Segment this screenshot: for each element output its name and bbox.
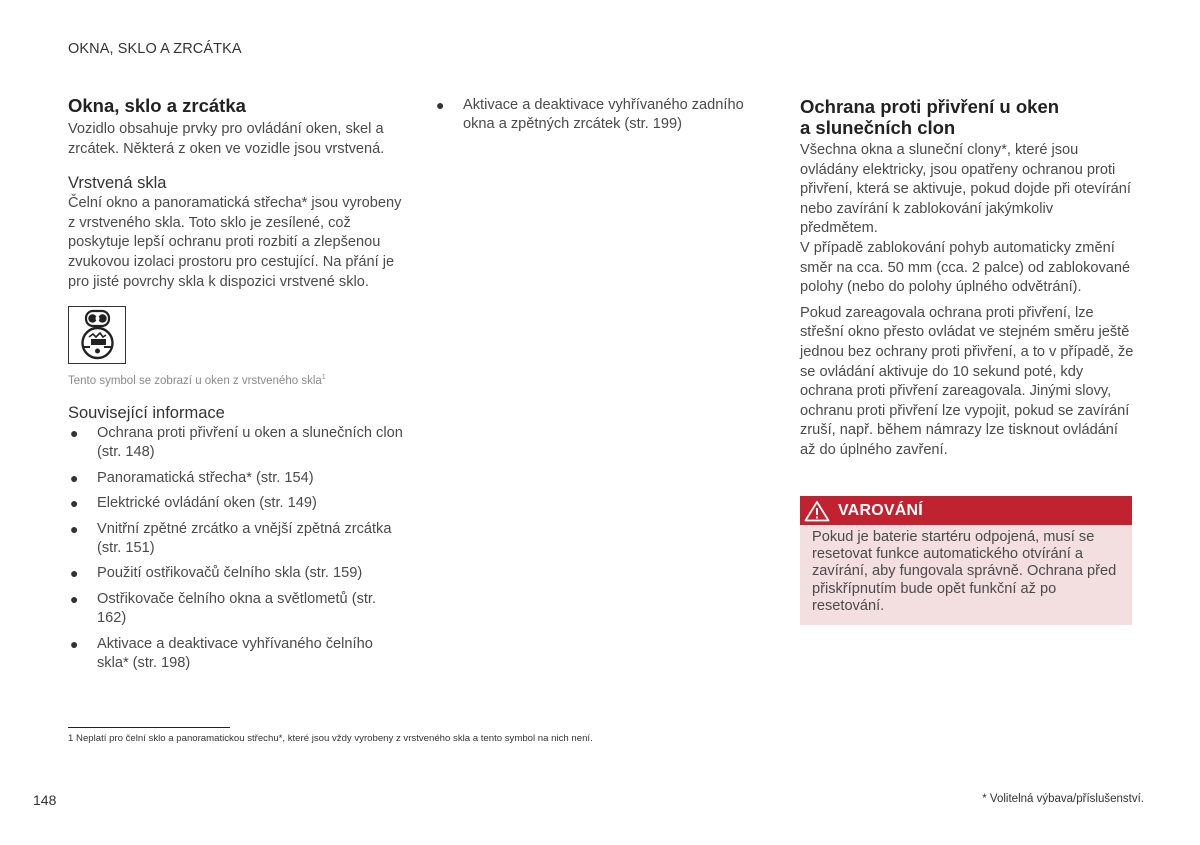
running-header: OKNA, SKLO A ZRCÁTKA: [68, 41, 242, 57]
footnote-number: 1: [68, 733, 74, 744]
anti-pinch-paragraph-1: Všechna okna a sluneční clony*, které jsou ovládány elektricky, jsou opatřeny ochranou proti přivření, která se aktivuje, pokud dojde při otevírání nebo zavírání k zablokování jakýmkoliv předmětem.: [800, 142, 1131, 237]
related-link[interactable]: Aktivace a deaktivace vyhřívaného čelního skla* (str. 198): [97, 635, 373, 672]
section-title: Okna, sklo a zrcátka: [68, 95, 246, 116]
bullet: ●: [70, 469, 79, 486]
optional-equipment-note: * Volitelná výbava/příslušenství.: [982, 793, 1144, 805]
anti-pinch-paragraph-2: V případě zablokování pohyb automaticky změní směr na cca. 50 mm (cca. 2 palce) od zablokované polohy (nebo do polohy úplného odvětrání).: [800, 239, 1131, 296]
list-item: [434, 96, 754, 135]
warning-triangle-icon: [804, 500, 830, 522]
related-link[interactable]: Ochrana proti přivření u oken a slunečních clon (str. 148): [97, 424, 403, 461]
warning-text: Pokud je baterie startéru odpojená, musí se resetovat funkce automatického otvírání a zavírání, aby fungovala správně. Ochrana před přiskřípnutím bude opět funkční až po resetování.: [800, 525, 1132, 625]
footnote-divider: [68, 727, 230, 728]
warning-header: [800, 496, 1132, 525]
list-item: [68, 635, 403, 674]
subtitle-laminated: Vrstvená skla: [68, 174, 167, 193]
list-item: [68, 424, 403, 463]
related-link[interactable]: Ostřikovače čelního okna a světlometů (str. 162): [97, 590, 377, 627]
right-column: [800, 96, 1134, 461]
caption-text: Tento symbol se zobrazí u oken z vrstveného skla: [68, 374, 322, 387]
warning-heading: VAROVÁNÍ: [838, 501, 923, 519]
bullet: ●: [70, 590, 79, 607]
footnote: [68, 733, 593, 744]
bullet: ●: [70, 520, 79, 537]
footnote-text: Neplatí pro čelní sklo a panoramatickou střechu*, které jsou vždy vyrobeny z vrstveného skla a tento symbol na nich není.: [76, 733, 593, 744]
title-line-1: Ochrana proti přivření u oken: [800, 96, 1060, 117]
anti-pinch-paragraph-3: Pokud zareagovala ochrana proti přivření, lze střešní okno přesto ovládat ve stejném směru ještě jednou bez ochrany proti přivření, a to v případě, že se ovládání aktivuje do 10 sekund poté, kdy ochrana proti přivření zareagovala. Jinými slovy, ochranu proti přivření lze vypojit, pokud se zavírání zruší, např. během námrazy lze tisknout ovládání až do úplného zavření.: [800, 304, 1134, 458]
middle-column: [434, 96, 754, 141]
symbol-caption: [68, 371, 403, 388]
related-link[interactable]: Elektrické ovládání oken (str. 149): [97, 495, 317, 512]
list-item: [68, 469, 403, 488]
section-title-anti-pinch: [800, 96, 1134, 138]
bullet: ●: [70, 424, 79, 441]
warning-box: [800, 496, 1132, 625]
intro-paragraph: Vozidlo obsahuje prvky pro ovládání oken, skel a zrcátek. Některá z oken ve vozidle jsou vrstvená.: [68, 121, 385, 157]
list-item: [68, 564, 403, 583]
title-line-2: a slunečních clon: [800, 117, 956, 138]
related-link[interactable]: Panoramatická střecha* (str. 154): [97, 469, 314, 486]
related-list-continued: [434, 96, 754, 135]
bullet: ●: [70, 495, 79, 512]
laminated-paragraph: Čelní okno a panoramatická střecha* jsou vyrobeny z vrstveného skla. Toto sklo je zesílené, což poskytuje lepší ochranu proti rozbití a zlepšenou zvukovou izolaci prostoru pro cestující. Na přání je pro jisté povrchy skla k dispozici vrstvené sklo.: [68, 195, 402, 290]
list-item: [68, 494, 403, 513]
list-item: [68, 520, 403, 559]
caption-footnote-ref: 1: [321, 374, 326, 382]
list-item: [68, 590, 403, 629]
related-link[interactable]: Aktivace a deaktivace vyhřívaného zadního okna a zpětných zrcátek (str. 199): [463, 97, 744, 133]
bullet: ●: [70, 635, 79, 652]
left-column: [68, 95, 403, 679]
bullet: ●: [70, 565, 79, 582]
page-number: 148: [33, 792, 57, 808]
laminated-glass-symbol-icon: [68, 306, 126, 364]
subtitle-related: Související informace: [68, 403, 225, 422]
related-link[interactable]: Použití ostřikovačů čelního skla (str. 159): [97, 565, 363, 582]
related-list: [68, 424, 403, 673]
bullet: ●: [436, 97, 445, 113]
related-link[interactable]: Vnitřní zpětné zrcátko a vnější zpětná zrcátka (str. 151): [97, 520, 392, 557]
